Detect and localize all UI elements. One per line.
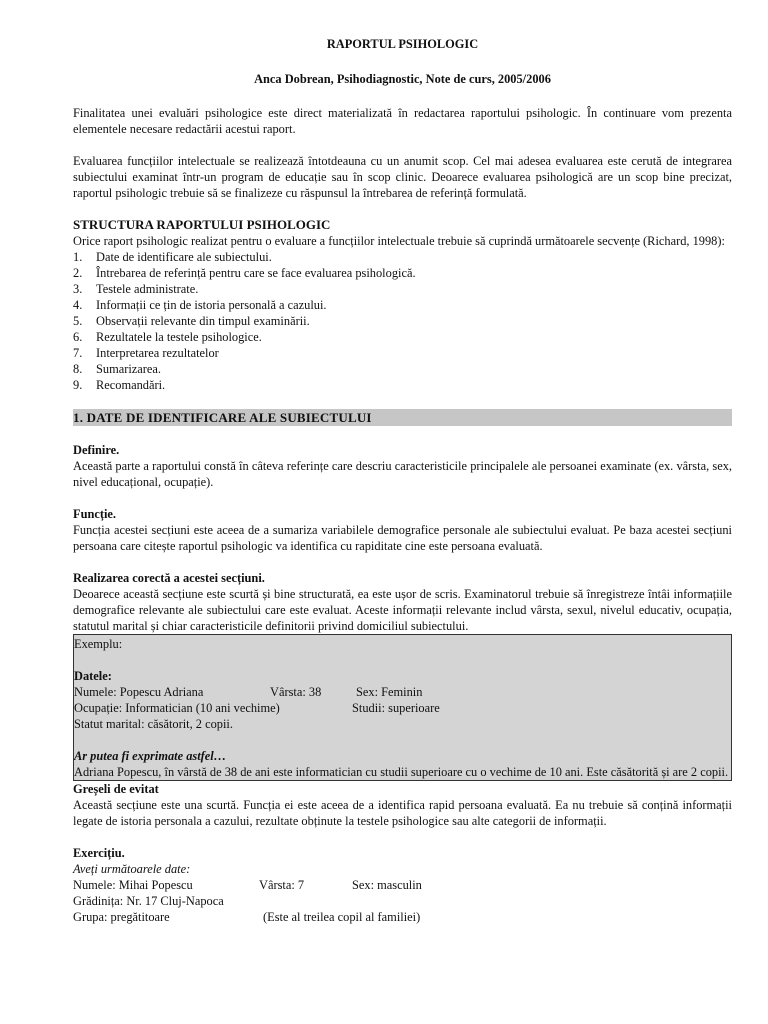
exercitiu-nota: (Este al treilea copil al familiei) [263,910,421,924]
list-item [73,313,732,329]
list-text: Întrebarea de referință pentru care se face evaluarea psihologică. [96,266,416,280]
definire-text: Această parte a raportului constă în câteva referințe care descriu caracteristicile principalele ale persoanei examinate (ex. vârsta, sex, nivel educațional, ocupație). [73,459,732,489]
list-number: 6. [73,330,83,344]
example-row-2 [74,700,731,716]
definire-heading: Definire. [73,443,120,457]
list-text: Testele administrate. [96,282,199,296]
exercitiu-heading: Exercițiu. [73,846,125,860]
exercitiu-varsta: Vârsta: 7 [259,878,305,892]
example-statut: Statut marital: căsătorit, 2 copii. [74,717,233,731]
exercitiu-grupa: Grupa: pregătitoare [73,910,170,924]
exercitiu-row-1 [73,877,732,893]
exercitiu-numele: Numele: Mihai Popescu [73,878,193,892]
list-number: 4. [73,298,83,312]
list-text: Informații ce țin de istoria personală a cazului. [96,298,327,312]
list-item [73,249,732,265]
greseli-heading: Greșeli de evitat [73,782,159,796]
list-item [73,361,732,377]
example-row-1 [74,684,731,700]
list-text: Date de identificare ale subiectului. [96,250,272,264]
example-label: Exemplu: [74,637,123,651]
list-item [73,281,732,297]
list-text: Observații relevante din timpul examinării. [96,314,310,328]
list-item [73,345,732,361]
document-title: RAPORTUL PSIHOLOGIC [326,37,479,51]
intro-paragraph-1: Finalitatea unei evaluări psihologice este direct materializată în redactarea raportului psihologic. În continuare vom prezenta elementele necesare redactării acestui raport. [73,106,732,136]
functie-heading: Funcție. [73,507,117,521]
intro-paragraph-2: Evaluarea funcțiilor intelectuale se realizează întotdeauna cu un anumit scop. Cel mai adesea evaluarea este cerută de integrarea subiectului examinat într-un program de educație sau în scop clinic. Deoarece evaluarea psihologică are un scop bine precizat, raportul psihologic trebuie să se finalizeze cu răspunsul la întrebarea de referință formulată. [73,154,732,200]
document-subtitle: Anca Dobrean, Psihodiagnostic, Note de curs, 2005/2006 [254,72,551,86]
list-number: 7. [73,346,83,360]
example-studii: Studii: superioare [352,701,440,715]
list-text: Sumarizarea. [96,362,162,376]
sequence-list [73,249,732,393]
section-1-heading: 1. DATE DE IDENTIFICARE ALE SUBIECTULUI [73,409,732,426]
list-text: Interpretarea rezultatelor [96,346,219,360]
list-text: Recomandări. [96,378,166,392]
realizarea-text: Deoarece această secțiune este scurtă și bine structurată, ea este ușor de scris. Examinatorul trebuie să înregistreze întâi informațiile demografice relevante ale subiectului care este evaluat. Aceste informații relevante includ vârsta, sexul, nivelul educativ, ocupația, statutul marital și chiar caracteristicile definitorii privind domiciliul subiectului. [73,587,732,633]
list-number: 2. [73,266,83,280]
example-box [73,634,732,781]
list-number: 8. [73,362,83,376]
exercitiu-row-3 [73,909,732,925]
list-number: 5. [73,314,83,328]
document-content [73,36,732,925]
list-item [73,265,732,281]
exercitiu-gradinita: Grădinița: Nr. 17 Cluj-Napoca [73,894,224,908]
list-number: 3. [73,282,83,296]
example-varsta: Vârsta: 38 [270,685,322,699]
expression-text: Adriana Popescu, în vârstă de 38 de ani este informatician cu studii superioare cu o vechime de 10 ani. Este căsătorită și are 2 copii. [74,765,729,779]
expression-heading: Ar putea fi exprimate astfel… [74,749,227,763]
exercitiu-sex: Sex: masculin [352,878,422,892]
example-ocupatie: Ocupație: Informatician (10 ani vechime) [74,701,280,715]
realizarea-heading: Realizarea corectă a acestei secțiuni. [73,571,265,585]
example-numele: Numele: Popescu Adriana [74,685,204,699]
list-item [73,297,732,313]
example-sex: Sex: Feminin [356,685,423,699]
exercitiu-intro: Aveți următoarele date: [73,862,191,876]
datele-heading: Datele: [74,669,112,683]
greseli-text: Această secțiune este una scurtă. Funcția ei este aceea de a identifica rapid persoana evaluată. Ea nu trebuie să conțină informații legate de istoria personala a cazului, rezultate obținute la testele psihologice sau alte categorii de informații. [73,798,732,828]
list-number: 1. [73,250,83,264]
list-number: 9. [73,378,83,392]
list-item [73,377,732,393]
functie-text: Funcția acestei secțiuni este aceea de a sumariza variabilele demografice personale ale subiectului evaluat. Pe baza acestei secțiuni persoana care citește raportul psihologic va identifica cu rapiditate cine este persoana evaluată. [73,523,732,553]
structure-intro: Orice raport psihologic realizat pentru o evaluare a funcțiilor intelectuale trebuie să cuprindă următoarele secvențe (Richard, 1998): [73,234,725,248]
list-item [73,329,732,345]
structure-heading: STRUCTURA RAPORTULUI PSIHOLOGIC [73,217,331,232]
list-text: Rezultatele la testele psihologice. [96,330,262,344]
